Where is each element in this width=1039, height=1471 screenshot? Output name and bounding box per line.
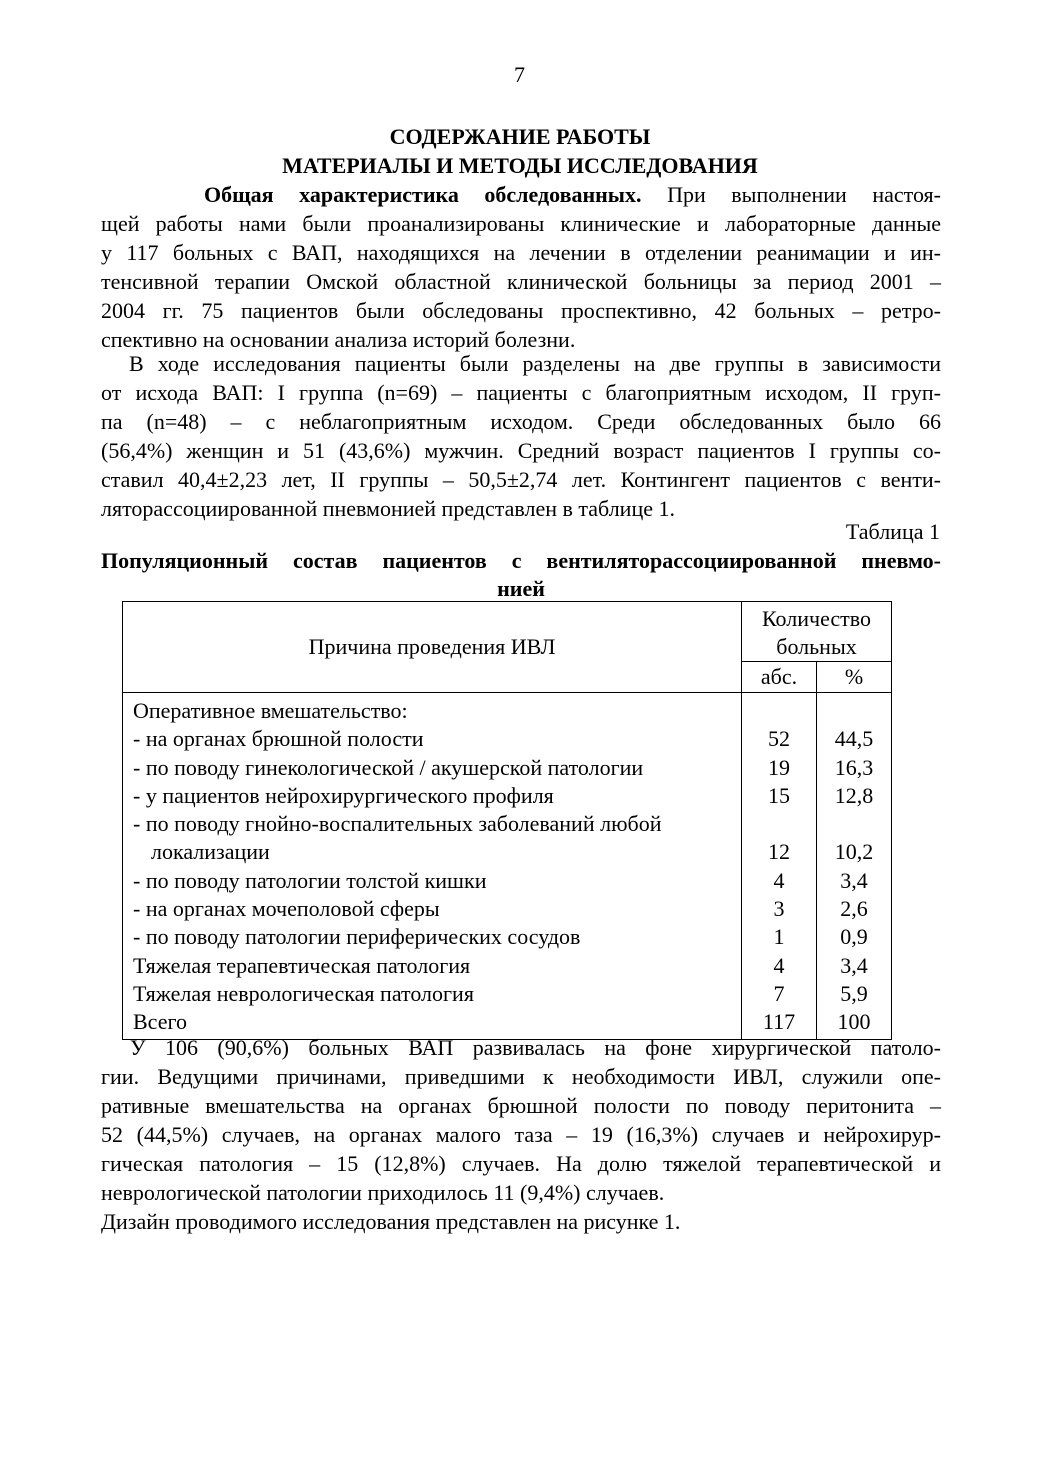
table-cell-abs: 15 (768, 782, 790, 808)
paragraph-1-line: тенсивной терапии Омской областной клинической больницы за период 2001 – (101, 269, 941, 294)
table-cell-abs: 3 (773, 896, 785, 922)
table-cell-label: Оперативное вмешательство: (133, 698, 408, 723)
header-pct: % (817, 662, 892, 693)
table-cell-pct: 16,3 (834, 754, 874, 780)
table-header-row (123, 602, 892, 662)
paragraph-2 (101, 349, 941, 523)
paragraph-3-line: гическая патология – 15 (12,8%) случаев. На долю тяжелой терапевтической и (101, 1151, 941, 1176)
table-cell-abs (742, 810, 816, 838)
paragraph-2-line: (56,4%) женщин и 51 (43,6%) мужчин. Средний возраст пациентов I группы со- (101, 438, 941, 463)
paragraph-1-line: 2004 гг. 75 пациентов были обследованы проспективно, 42 больных – ретро- (101, 298, 941, 323)
header-cause: Причина проведения ИВЛ (123, 602, 742, 693)
table-cell-label: Всего (133, 1009, 187, 1035)
table-body-row (123, 693, 892, 1040)
table-cell-pct: 2,6 (840, 896, 868, 922)
table-cell-pct: 100 (837, 1009, 871, 1035)
table-cell-abs: 19 (768, 754, 790, 780)
paragraph-2-line: В ходе исследования пациенты были разделены на две группы в зависимости (129, 351, 941, 376)
data-table (122, 601, 892, 1040)
header-count: Количество больных (742, 602, 892, 662)
table-cell-label: - по поводу гинекологической / акушерской патологии (133, 754, 644, 780)
table-cell-label: - по поводу патологии периферических сосудов (133, 924, 581, 950)
paragraph-3-line: неврологической патологии приходилось 11 (9,4%) случаев. (101, 1180, 665, 1205)
table-cell-label: - на органах мочеполовой сферы (133, 896, 440, 922)
table-cell-label: Тяжелая терапевтическая патология (133, 952, 471, 978)
table-cell-label: Тяжелая неврологическая патология (133, 980, 474, 1006)
subsection-heading: МАТЕРИАЛЫ И МЕТОДЫ ИССЛЕДОВАНИЯ (282, 153, 758, 178)
section-heading: СОДЕРЖАНИЕ РАБОТЫ (389, 124, 651, 149)
table-title-line: Популяционный состав пациентов с вентиляторассоциированной пневмо- (101, 548, 941, 573)
paragraph-4 (101, 1207, 941, 1236)
table-cell-pct: 3,4 (840, 867, 868, 893)
paragraph-1-line: спективно на основании анализа историй болезни. (101, 327, 576, 352)
table-cell-pct: 3,4 (840, 952, 868, 978)
table-cell-label: - по поводу гнойно-воспалительных заболеваний любой (133, 811, 662, 837)
paragraph-1 (101, 180, 941, 354)
paragraph-2-line: ставил 40,4±2,23 лет, II группы – 50,5±2,74 лет. Контингент пациентов с венти- (101, 467, 941, 492)
paragraph-3 (101, 1033, 941, 1207)
table-cell-abs: 12 (768, 839, 790, 865)
table-cell-pct: 5,9 (840, 980, 868, 1006)
paragraph-2-line: ляторассоциированной пневмонией представлен в таблице 1. (101, 496, 675, 521)
table-cell-abs: 52 (768, 726, 790, 752)
paragraph-2-line: от исхода ВАП: I группа (n=69) – пациенты с благоприятным исходом, II груп- (101, 380, 941, 405)
table-cell-abs: 7 (773, 980, 785, 1006)
table-cell-pct: 0,9 (840, 924, 868, 950)
paragraph-4-line: Дизайн проводимого исследования представлен на рисунке 1. (101, 1209, 681, 1234)
paragraph-3-line: гии. Ведущими причинами, приведшими к необходимости ИВЛ, служили опе- (101, 1064, 941, 1089)
paragraph-1-line: Общая характеристика обследованных. При выполнении настоя- (204, 182, 942, 207)
table-cell-label: - у пациентов нейрохирургического профиля (133, 782, 554, 808)
table-cell-abs: 4 (773, 867, 785, 893)
paragraph-3-line: ративные вмешательства на органах брюшной полости по поводу перитонита – (101, 1093, 941, 1118)
table-cell-abs: 117 (762, 1009, 796, 1035)
table-cell-abs: 1 (773, 924, 785, 950)
table-label: Таблица 1 (845, 519, 940, 544)
table-cell-pct (817, 697, 891, 725)
table-cell-pct: 12,8 (834, 782, 874, 808)
table-cell-pct: 44,5 (834, 726, 874, 752)
table-cell-abs (742, 697, 816, 725)
paragraph-3-line: У 106 (90,6%) больных ВАП развивалась на фоне хирургической патоло- (130, 1035, 941, 1060)
table-title (101, 547, 941, 603)
table-cell-label: - на органах брюшной полости (133, 726, 424, 752)
pct-column (817, 693, 892, 1040)
cause-column (123, 693, 742, 1040)
paragraph-2-line: па (n=48) – с неблагоприятным исходом. Среди обследованных было 66 (101, 409, 941, 434)
table-cell-abs: 4 (773, 952, 785, 978)
bold-lead: Общая характеристика обследованных. (204, 182, 642, 207)
table-cell-label: локализации (151, 839, 270, 865)
table-cell-pct (817, 810, 891, 838)
paragraph-1-line: у 117 больных с ВАП, находящихся на лечении в отделении реанимации и ин- (101, 240, 941, 265)
table-cell-pct: 10,2 (834, 839, 874, 865)
table-cell-label: - по поводу патологии толстой кишки (133, 867, 487, 893)
abs-column (742, 693, 817, 1040)
header-abs: абс. (742, 662, 817, 693)
table-title-line: нией (497, 576, 545, 601)
page-number: 7 (514, 62, 525, 87)
paragraph-1-line: щей работы нами были проанализированы клинические и лабораторные данные (101, 211, 941, 236)
paragraph-3-line: 52 (44,5%) случаев, на органах малого таза – 19 (16,3%) случаев и нейрохирур- (101, 1122, 941, 1147)
